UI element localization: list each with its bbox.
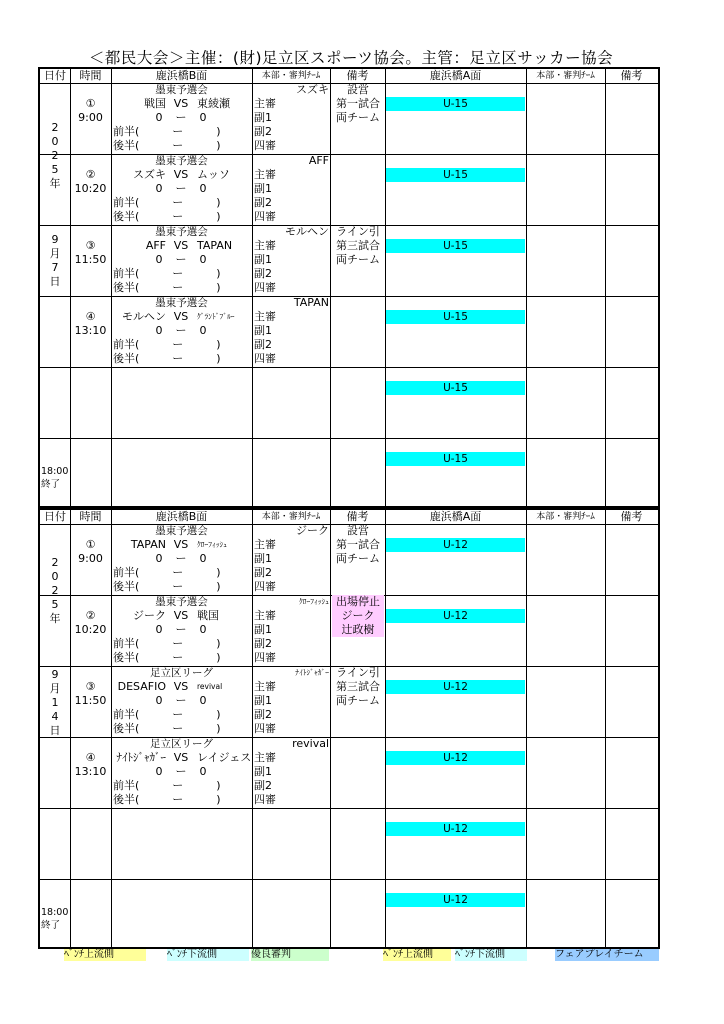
away-team: ムッソ: [197, 168, 230, 181]
date-char: 5: [51, 598, 59, 611]
age-category-bar: U-15: [386, 168, 525, 182]
header-fieldA: 鹿浜橋A面: [429, 510, 482, 523]
referee-team: ジーク: [296, 524, 329, 537]
match-slot: [40, 879, 658, 947]
referee-role: 副2: [254, 779, 272, 792]
home-team: TAPAN: [130, 538, 166, 551]
legend-good-referee: 優良審判: [251, 949, 329, 961]
date-char: 5: [51, 163, 59, 176]
note-text: 辻政樹: [341, 623, 375, 636]
away-team: 戦国: [197, 609, 219, 622]
date-char: 1: [51, 696, 59, 709]
note-text: ジーク: [341, 609, 375, 622]
age-category-bar: U-15: [386, 239, 525, 253]
vs-label: VS: [173, 609, 189, 622]
referee-role: 副2: [254, 267, 272, 280]
note-text: ライン引: [336, 225, 380, 238]
date-char: 2: [51, 584, 59, 597]
referee-role: 副2: [254, 125, 272, 138]
date-char: 年: [49, 612, 61, 625]
header-hq2: 本部・審判ﾁｰﾑ: [536, 512, 595, 522]
away-team: 東綾瀬: [197, 97, 230, 110]
referee-role: 副1: [254, 623, 272, 636]
score: 0 ー 0: [155, 182, 208, 195]
match-number: ①: [85, 97, 96, 110]
date-char: 日: [49, 724, 61, 737]
match-slot: [40, 524, 658, 596]
header-note2: 備考: [620, 510, 643, 523]
note-text: ライン引: [336, 666, 380, 679]
age-category-bar: U-15: [386, 310, 525, 324]
date-char: 日: [49, 275, 61, 288]
age-category-bar: U-12: [386, 893, 525, 907]
match-slot: [40, 666, 658, 738]
referee-role: 主審: [254, 751, 276, 764]
date-char: 7: [51, 261, 59, 274]
match-number: ③: [85, 239, 96, 252]
vs-label: VS: [173, 680, 189, 693]
league-name: 墨東予選会: [155, 525, 208, 537]
referee-role: 副1: [254, 552, 272, 565]
vs-label: VS: [173, 97, 189, 110]
match-slot: [40, 83, 658, 155]
referee-role: 四審: [254, 651, 276, 664]
second-half-score: 後半( ー ): [113, 139, 221, 152]
note-text: 両チーム: [336, 111, 380, 124]
match-slot: [40, 808, 658, 880]
date-char: 0: [51, 135, 59, 148]
second-half-score: 後半( ー ): [113, 651, 221, 664]
match-time: 11:50: [74, 253, 107, 266]
score: 0 ー 0: [155, 552, 208, 565]
first-half-score: 前半( ー ): [113, 267, 221, 280]
end-label: 終了: [41, 479, 61, 490]
age-category-bar: U-15: [386, 97, 525, 111]
match-time: 13:10: [74, 765, 107, 778]
header-hq2: 本部・審判ﾁｰﾑ: [536, 71, 595, 81]
score: 0 ー 0: [155, 253, 208, 266]
league-name: 墨東予選会: [155, 596, 208, 608]
date-char: 月: [49, 247, 61, 260]
vs-label: VS: [173, 168, 189, 181]
header-date: 日付: [44, 69, 66, 82]
match-time: 10:20: [74, 623, 107, 636]
note-text: 設営: [347, 524, 369, 537]
referee-role: 主審: [254, 680, 276, 693]
vs-label: VS: [173, 310, 189, 323]
home-team: モルヘン: [122, 310, 166, 323]
note-text: 第三試合: [336, 680, 380, 693]
age-category-bar: U-12: [386, 609, 525, 623]
legend-fair-play: フェアプレイチーム: [555, 949, 659, 961]
date-char: 0: [51, 570, 59, 583]
vs-label: VS: [173, 239, 189, 252]
note-text: 両チーム: [336, 694, 380, 707]
date-char: 年: [49, 177, 61, 190]
note-text: 出場停止: [336, 595, 380, 608]
referee-role: 四審: [254, 281, 276, 294]
referee-role: 副2: [254, 338, 272, 351]
header-time: 時間: [79, 69, 102, 82]
match-time: 13:10: [74, 324, 107, 337]
referee-role: 四審: [254, 793, 276, 806]
score: 0 ー 0: [155, 694, 208, 707]
referee-role: 主審: [254, 310, 276, 323]
date-char: 2: [51, 121, 59, 134]
vs-label: VS: [173, 751, 189, 764]
age-category-bar: U-15: [386, 381, 525, 395]
note-text: 第一試合: [336, 97, 380, 110]
referee-role: 四審: [254, 722, 276, 735]
age-category-bar: U-12: [386, 680, 525, 694]
first-half-score: 前半( ー ): [113, 196, 221, 209]
date-char: 月: [49, 682, 61, 695]
second-half-score: 後半( ー ): [113, 580, 221, 593]
first-half-score: 前半( ー ): [113, 338, 221, 351]
match-slot: [40, 296, 658, 368]
referee-role: 副2: [254, 708, 272, 721]
first-half-score: 前半( ー ): [113, 125, 221, 138]
match-number: ②: [85, 168, 96, 181]
schedule-table-day-2: [38, 508, 660, 949]
referee-role: 主審: [254, 168, 276, 181]
header-fieldA: 鹿浜橋A面: [429, 69, 482, 82]
header-note: 備考: [346, 69, 369, 82]
match-slot: [40, 154, 658, 226]
age-category-bar: U-12: [386, 751, 525, 765]
end-time: 18:00: [41, 907, 69, 918]
match-time: 11:50: [74, 694, 107, 707]
match-time: 9:00: [78, 552, 103, 565]
referee-team: ｸﾛｰﾌｨｯｼｭ: [299, 597, 329, 606]
note-text: 両チーム: [336, 552, 380, 565]
match-time: 10:20: [74, 182, 107, 195]
date-char: 2: [51, 556, 59, 569]
date-char: 4: [51, 710, 59, 723]
score: 0 ー 0: [155, 765, 208, 778]
header-fieldB: 鹿浜橋B面: [155, 510, 208, 523]
second-half-score: 後半( ー ): [113, 281, 221, 294]
referee-role: 副1: [254, 324, 272, 337]
referee-team: ﾅｲﾄｼﾞｬｶﾞｰ: [295, 668, 329, 677]
first-half-score: 前半( ー ): [113, 708, 221, 721]
referee-role: 副1: [254, 253, 272, 266]
league-name: 墨東予選会: [155, 84, 208, 96]
page-title: ＜都民大会＞主催：(財)足立区スポーツ協会。主管：足立区サッカー協会: [88, 49, 614, 67]
referee-role: 四審: [254, 139, 276, 152]
referee-role: 副1: [254, 694, 272, 707]
note-text: 設営: [347, 83, 369, 96]
referee-role: 主審: [254, 97, 276, 110]
first-half-score: 前半( ー ): [113, 779, 221, 792]
match-slot: [40, 367, 658, 439]
age-category-bar: U-12: [386, 822, 525, 836]
score: 0 ー 0: [155, 324, 208, 337]
second-half-score: 後半( ー ): [113, 793, 221, 806]
referee-role: 副2: [254, 566, 272, 579]
home-team: DESAFIO: [117, 680, 166, 693]
home-team: ジーク: [133, 609, 166, 622]
home-team: スズキ: [133, 168, 166, 181]
match-slot: [40, 438, 658, 506]
referee-role: 副2: [254, 196, 272, 209]
header-hq: 本部・審判ﾁｰﾑ: [261, 512, 321, 522]
away-team: レイジェス: [197, 751, 252, 764]
referee-team: スズキ: [296, 83, 329, 96]
date-char: 9: [51, 233, 59, 246]
away-team: ｸﾞﾗﾝﾄﾞﾌﾞﾙｰ: [197, 312, 235, 321]
first-half-score: 前半( ー ): [113, 566, 221, 579]
schedule-table-day-1: [38, 67, 660, 508]
away-team: ｸﾛｰﾌｨｯｼｭ: [197, 540, 227, 549]
referee-role: 主審: [254, 538, 276, 551]
referee-role: 四審: [254, 580, 276, 593]
referee-team: revival: [292, 737, 329, 750]
league-name: 墨東予選会: [155, 226, 208, 238]
home-team: ﾅｲﾄｼﾞｬｶﾞｰ: [116, 751, 166, 764]
match-number: ③: [85, 680, 96, 693]
referee-role: 主審: [254, 239, 276, 252]
score: 0 ー 0: [155, 623, 208, 636]
age-category-bar: U-12: [386, 538, 525, 552]
legend-bench-up-1: ﾍﾞﾝﾁ上流側: [64, 949, 146, 961]
table-header-row: [40, 510, 658, 525]
match-slot: [40, 595, 658, 667]
away-team: TAPAN: [197, 239, 233, 252]
referee-role: 副1: [254, 765, 272, 778]
referee-role: 副1: [254, 111, 272, 124]
home-team: 戦国: [144, 97, 166, 110]
legend-bench-down-1: ﾍﾞﾝﾁ下流側: [167, 949, 249, 961]
referee-role: 主審: [254, 609, 276, 622]
second-half-score: 後半( ー ): [113, 210, 221, 223]
referee-role: 四審: [254, 210, 276, 223]
header-date: 日付: [44, 510, 66, 523]
match-number: ②: [85, 609, 96, 622]
referee-team: TAPAN: [293, 296, 329, 309]
referee-role: 副2: [254, 637, 272, 650]
match-number: ①: [85, 538, 96, 551]
table-header-row: [40, 69, 658, 84]
match-number: ④: [85, 310, 96, 323]
match-time: 9:00: [78, 111, 103, 124]
header-hq: 本部・審判ﾁｰﾑ: [261, 71, 321, 81]
match-slot: [40, 225, 658, 297]
home-team: AFF: [145, 239, 166, 252]
date-char: 9: [51, 668, 59, 681]
match-slot: [40, 737, 658, 809]
note-text: 第一試合: [336, 538, 380, 551]
end-time: 18:00: [41, 466, 69, 477]
age-category-bar: U-15: [386, 452, 525, 466]
score: 0 ー 0: [155, 111, 208, 124]
note-text: 両チーム: [336, 253, 380, 266]
header-fieldB: 鹿浜橋B面: [155, 69, 208, 82]
referee-role: 四審: [254, 352, 276, 365]
header-note: 備考: [346, 510, 369, 523]
league-name: 足立区リーグ: [150, 738, 213, 750]
header-time: 時間: [79, 510, 102, 523]
legend-bench-down-2: ﾍﾞﾝﾁ下流側: [455, 949, 527, 961]
referee-role: 副1: [254, 182, 272, 195]
second-half-score: 後半( ー ): [113, 352, 221, 365]
match-number: ④: [85, 751, 96, 764]
league-name: 足立区リーグ: [150, 667, 213, 679]
end-label: 終了: [41, 920, 61, 931]
second-half-score: 後半( ー ): [113, 722, 221, 735]
date-char: 2: [51, 149, 59, 162]
league-name: 墨東予選会: [155, 155, 208, 167]
header-note2: 備考: [620, 69, 643, 82]
referee-team: モルヘン: [285, 225, 329, 238]
vs-label: VS: [173, 538, 189, 551]
league-name: 墨東予選会: [155, 297, 208, 309]
legend-bench-up-2: ﾍﾞﾝﾁ上流側: [383, 949, 451, 961]
note-text: 第三試合: [336, 239, 380, 252]
away-team: revival: [197, 682, 223, 691]
first-half-score: 前半( ー ): [113, 637, 221, 650]
referee-team: AFF: [308, 154, 329, 167]
